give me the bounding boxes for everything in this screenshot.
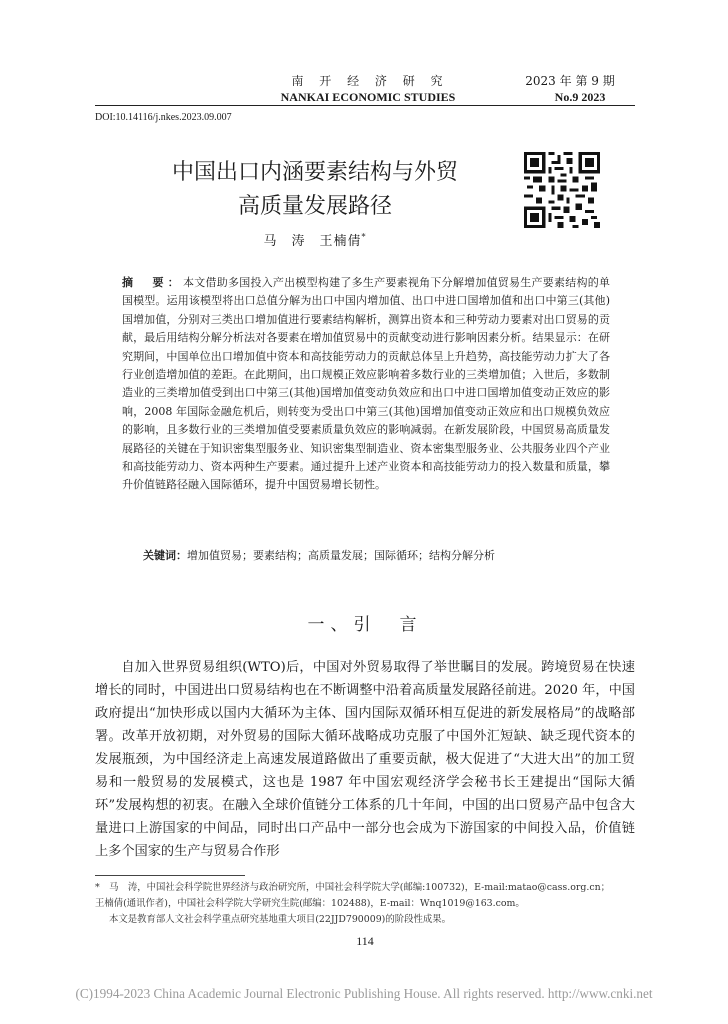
journal-name-cn: 南 开 经 济 研 究 (291, 74, 449, 88)
author-footnote-mark: * (361, 232, 367, 242)
abstract (122, 274, 610, 495)
footnote-line-1: 马 涛，中国社会科学院世界经济与政治研究所，中国社会科学院大学(邮编:100732)，E-mail:matao@cass.org.cn；王楠倩(通讯作者)，中国社会科学院大学研究生院(邮编：102488)，E-mail：Wnq1019@163.com。 (95, 882, 610, 909)
footnote-author-info (95, 880, 615, 912)
body-paragraph: 自加入世界贸易组织(WTO)后，中国对外贸易取得了举世瞩目的发展。跨境贸易在快速增长的同时，中国进出口贸易结构也在不断调整中沿着高质量发展路径前进。2020 年，中国政府提出“加快形成以国内大循环为主体、国内国际双循环相互促进的新发展格局”的战略部署。改革开放初期，对外贸易的国际大循环战略成功克服了中国外汇短缺、缺乏现代资本的发展瓶颈，为中国经济走上高速发展道路做出了重要贡献，极大促进了“大进大出”的加工贸易和一般贸易的发展模式，这也是 1987 年中国宏观经济学会秘书长王建提出“国际大循环”发展构想的初衷。在融入全球价值链分工体系的几十年间，中国的出口贸易产品中包含大量进口上游国家的中间品，同时出口产品中一部分也会成为下游国家的中间投入品，价值链上多个国家的生产与贸易合作形 (95, 660, 635, 859)
page-number: 114 (356, 934, 374, 948)
copyright-notice: (C)1994-2023 China Academic Journal Electronic Publishing House. All rights reserved. http://www.cnki.net (75, 986, 653, 1001)
author-line (95, 230, 535, 249)
keywords-text: 增加值贸易；要素结构；高质量发展；国际循环；结构分解分析 (187, 549, 495, 562)
doi: DOI:10.14116/j.nkes.2023.09.007 (95, 112, 232, 123)
keywords-label: 关键词： (143, 549, 187, 562)
footnote-rule (95, 875, 245, 876)
abstract-label: 摘 要： (122, 276, 183, 289)
title-line-2: 高质量发展路径 (237, 194, 392, 219)
issue-en: No.9 2023 (554, 90, 606, 104)
body-text (95, 656, 635, 863)
journal-name-en: NANKAI ECONOMIC STUDIES (280, 90, 456, 104)
author-names: 马 涛 王楠倩 (263, 234, 362, 249)
abstract-text: 本文借助多国投入产出模型构建了多生产要素视角下分解增加值贸易生产要素结构的单国模型。运用该模型将出口总值分解为出口中国内增加值、出口中进口国增加值和出口中第三(其他)国增加值，分别对三类出口增加值进行要素结构解析，测算出资本和三种劳动力要素对出口贸易的贡献，最后用结构分解分析法对各要素在增加值贸易中的贡献变动进行影响因素分析。结果显示：在研究期间，中国单位出口增加值中资本和高技能劳动力的贡献总体呈上升趋势，高技能劳动力扩大了各行业创造增加值的差距。在此期间，出口规模正效应影响着多数行业的三类增加值；入世后，多数制造业的三类增加值受到出口中第三(其他)国增加值变动负效应和出口中进口国增加值变动正效应的影响，2008 年国际金融危机后，则转变为受出口中第三(其他)国增加值变动正效应和出口规模负效应的影响，且多数行业的三类增加值受要素质量负效应的影响减弱。在新发展阶段，中国贸易高质量发展路径的关键在于知识密集型服务业、知识密集型制造业、资本密集型服务业、公共服务业四个产业和高技能劳动力、资本两种生产要素。通过提升上述产业资本和高技能劳动力的投入数量和质量，攀升价值链路径融入国际循环，提升中国贸易增长韧性。 (122, 276, 611, 492)
issue-cn: 2023 年 第 9 期 (525, 74, 615, 88)
header-rule (95, 105, 635, 106)
article-title (95, 156, 535, 224)
footnote-mark: * (95, 882, 100, 893)
footnote-funding: 本文是教育部人文社会科学重点研究基地重大项目(22JJD790009)的阶段性成果。 (109, 914, 451, 925)
qr-code-icon (524, 152, 600, 228)
keywords (143, 547, 610, 565)
title-line-1: 中国出口内涵要素结构与外贸 (171, 160, 458, 185)
footnote (95, 880, 615, 928)
section-heading: 一、引 言 (307, 615, 423, 635)
